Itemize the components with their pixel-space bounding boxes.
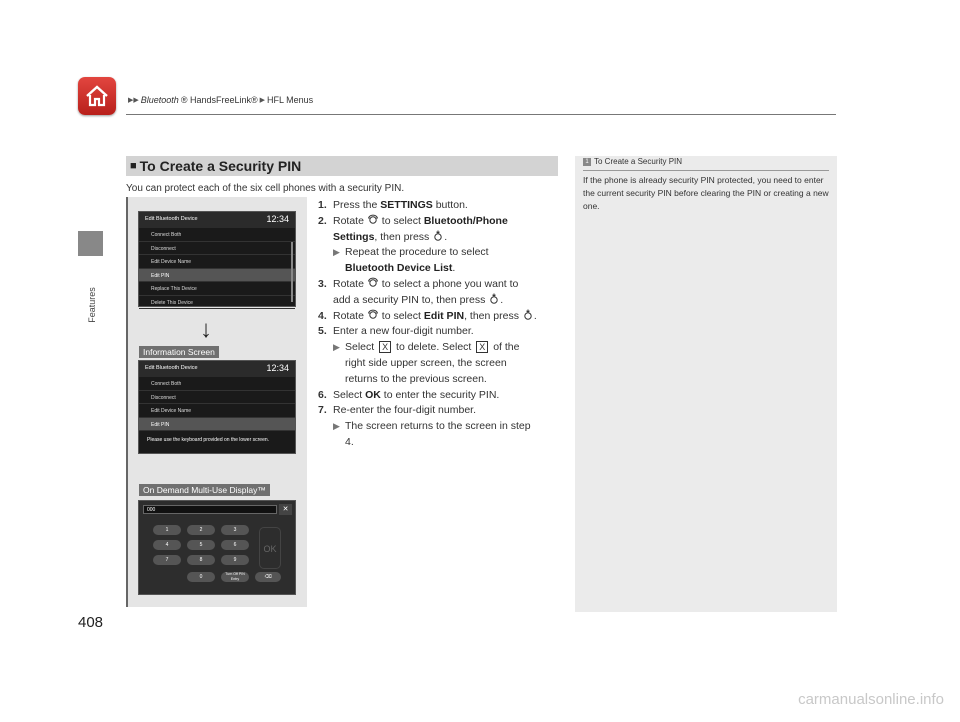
note-divider xyxy=(583,170,829,171)
note-title: To Create a Security PIN xyxy=(594,157,683,166)
step-1: 1. Press the SETTINGS button. xyxy=(318,199,468,211)
interface-dial-icon xyxy=(367,277,379,288)
press-dial-icon xyxy=(522,309,534,320)
screen-title: Edit Bluetooth Device xyxy=(145,365,198,371)
press-dial-icon xyxy=(488,293,500,304)
key-9[interactable]: 9 xyxy=(221,555,249,565)
scrollbar[interactable] xyxy=(291,242,293,302)
step-5-sub-cont: right side upper screen, the screen xyxy=(345,356,507,369)
keyboard-prompt: Please use the keyboard provided on the lower screen. xyxy=(147,437,270,443)
step-5-sub-cont2: returns to the previous screen. xyxy=(345,372,487,385)
screen-title: Edit Bluetooth Device xyxy=(145,216,198,222)
note-badge-icon: 1 xyxy=(583,158,591,166)
menu-item-connect-both[interactable]: Connect Both xyxy=(139,377,295,391)
step-5-sub: ▶ Select X to delete. Select X of the xyxy=(318,340,563,356)
step-4: 4. Rotate to select Edit PIN, then press . xyxy=(318,309,537,322)
section-title: To Create a Security PIN xyxy=(139,158,302,174)
screen-title-bar xyxy=(139,361,295,377)
delete-x-icon: X xyxy=(379,341,391,353)
key-1[interactable]: 1 xyxy=(153,525,181,535)
key-0[interactable]: 0 xyxy=(187,572,215,582)
screen-clock: 12:34 xyxy=(266,214,289,224)
key-5[interactable]: 5 xyxy=(187,540,215,550)
features-tab-marker xyxy=(78,231,103,256)
home-button[interactable] xyxy=(78,77,116,115)
step-7-sub-cont: 4. xyxy=(345,435,354,448)
information-screen-label: Information Screen xyxy=(139,346,219,358)
note-heading xyxy=(583,157,682,166)
odmd-label: On Demand Multi-Use Display™ xyxy=(139,484,270,496)
pin-keypad-screen xyxy=(138,500,296,595)
section-heading xyxy=(126,156,558,176)
arrow-bullet-icon: ▶ xyxy=(333,247,340,258)
key-4[interactable]: 4 xyxy=(153,540,181,550)
step-5: 5. Enter a new four-digit number. xyxy=(318,325,474,338)
menu-item-edit-pin[interactable]: Edit PIN xyxy=(139,418,295,432)
key-6[interactable]: 6 xyxy=(221,540,249,550)
header-divider xyxy=(126,114,836,115)
menu-item-edit-pin[interactable]: Edit PIN xyxy=(139,269,295,283)
close-x-icon: X xyxy=(476,341,488,353)
key-3[interactable]: 3 xyxy=(221,525,249,535)
step-6: 6. Select OK to enter the security PIN. xyxy=(318,388,500,401)
menu-item-replace-device[interactable]: Replace This Device xyxy=(139,282,295,296)
square-bullet-icon: ■ xyxy=(130,160,137,172)
close-button[interactable]: ✕ xyxy=(279,504,292,515)
screen-clock: 12:34 xyxy=(266,363,289,373)
breadcrumb xyxy=(128,95,313,105)
interface-dial-icon xyxy=(367,309,379,320)
breadcrumb-arrow-icon: ▶▶ xyxy=(128,97,139,104)
step-7: 7. Re-enter the four-digit number. xyxy=(318,404,476,417)
menu-item-disconnect[interactable]: Disconnect xyxy=(139,391,295,405)
breadcrumb-hfl-menus[interactable]: HFL Menus xyxy=(267,95,314,105)
breadcrumb-bluetooth[interactable]: Bluetooth xyxy=(140,95,179,105)
menu-item-disconnect[interactable]: Disconnect xyxy=(139,242,295,256)
step-3-cont: add a security PIN to, then press . xyxy=(333,293,504,306)
menu-item-connect-both[interactable]: Connect Both xyxy=(139,228,295,242)
step-7-sub: ▶ The screen returns to the screen in step xyxy=(318,419,563,435)
backspace-icon: ⌫ xyxy=(264,574,272,580)
step-2-sub: ▶ Repeat the procedure to select xyxy=(318,245,563,261)
arrow-bullet-icon: ▶ xyxy=(333,421,340,432)
pin-entry-field[interactable]: 000 xyxy=(143,505,277,514)
arrow-bullet-icon: ▶ xyxy=(333,342,340,353)
step-3: 3. Rotate to select a phone you want to xyxy=(318,277,519,290)
info-screen-list xyxy=(138,211,296,307)
sidebar-label: Features xyxy=(87,287,97,323)
menu-item-delete-device[interactable]: Delete This Device xyxy=(139,296,295,310)
intro-text: You can protect each of the six cell phones with a security PIN. xyxy=(126,183,405,194)
note-panel xyxy=(575,156,837,612)
info-screen-pin xyxy=(138,360,296,454)
key-2[interactable]: 2 xyxy=(187,525,215,535)
turn-off-pin-button[interactable]: Turn Off PIN Entry xyxy=(221,572,249,582)
menu-item-edit-device-name[interactable]: Edit Device Name xyxy=(139,404,295,418)
key-8[interactable]: 8 xyxy=(187,555,215,565)
step-2-cont: Settings, then press . xyxy=(333,230,448,243)
menu-item-edit-device-name[interactable]: Edit Device Name xyxy=(139,255,295,269)
watermark: carmanualsonline.info xyxy=(798,691,944,708)
interface-dial-icon xyxy=(367,214,379,225)
press-dial-icon xyxy=(432,230,444,241)
step-2: 2. Rotate to select Bluetooth/Phone xyxy=(318,214,508,227)
key-7[interactable]: 7 xyxy=(153,555,181,565)
step-2-sub-cont: Bluetooth Device List. xyxy=(345,262,456,275)
breadcrumb-hfl[interactable]: ® HandsFreeLink® xyxy=(180,95,258,105)
breadcrumb-arrow-icon: ▶ xyxy=(259,97,265,104)
down-arrow-icon: ↓ xyxy=(200,316,212,343)
note-text: If the phone is already security PIN protected, you need to enter the current security PIN before clearing the PIN or creating a new one. xyxy=(583,175,829,211)
instruction-steps xyxy=(318,198,563,451)
ok-button[interactable]: OK xyxy=(259,527,281,569)
page-number: 408 xyxy=(78,614,104,631)
backspace-button[interactable] xyxy=(255,572,281,582)
home-icon xyxy=(84,84,110,108)
screen-title-bar xyxy=(139,212,295,228)
